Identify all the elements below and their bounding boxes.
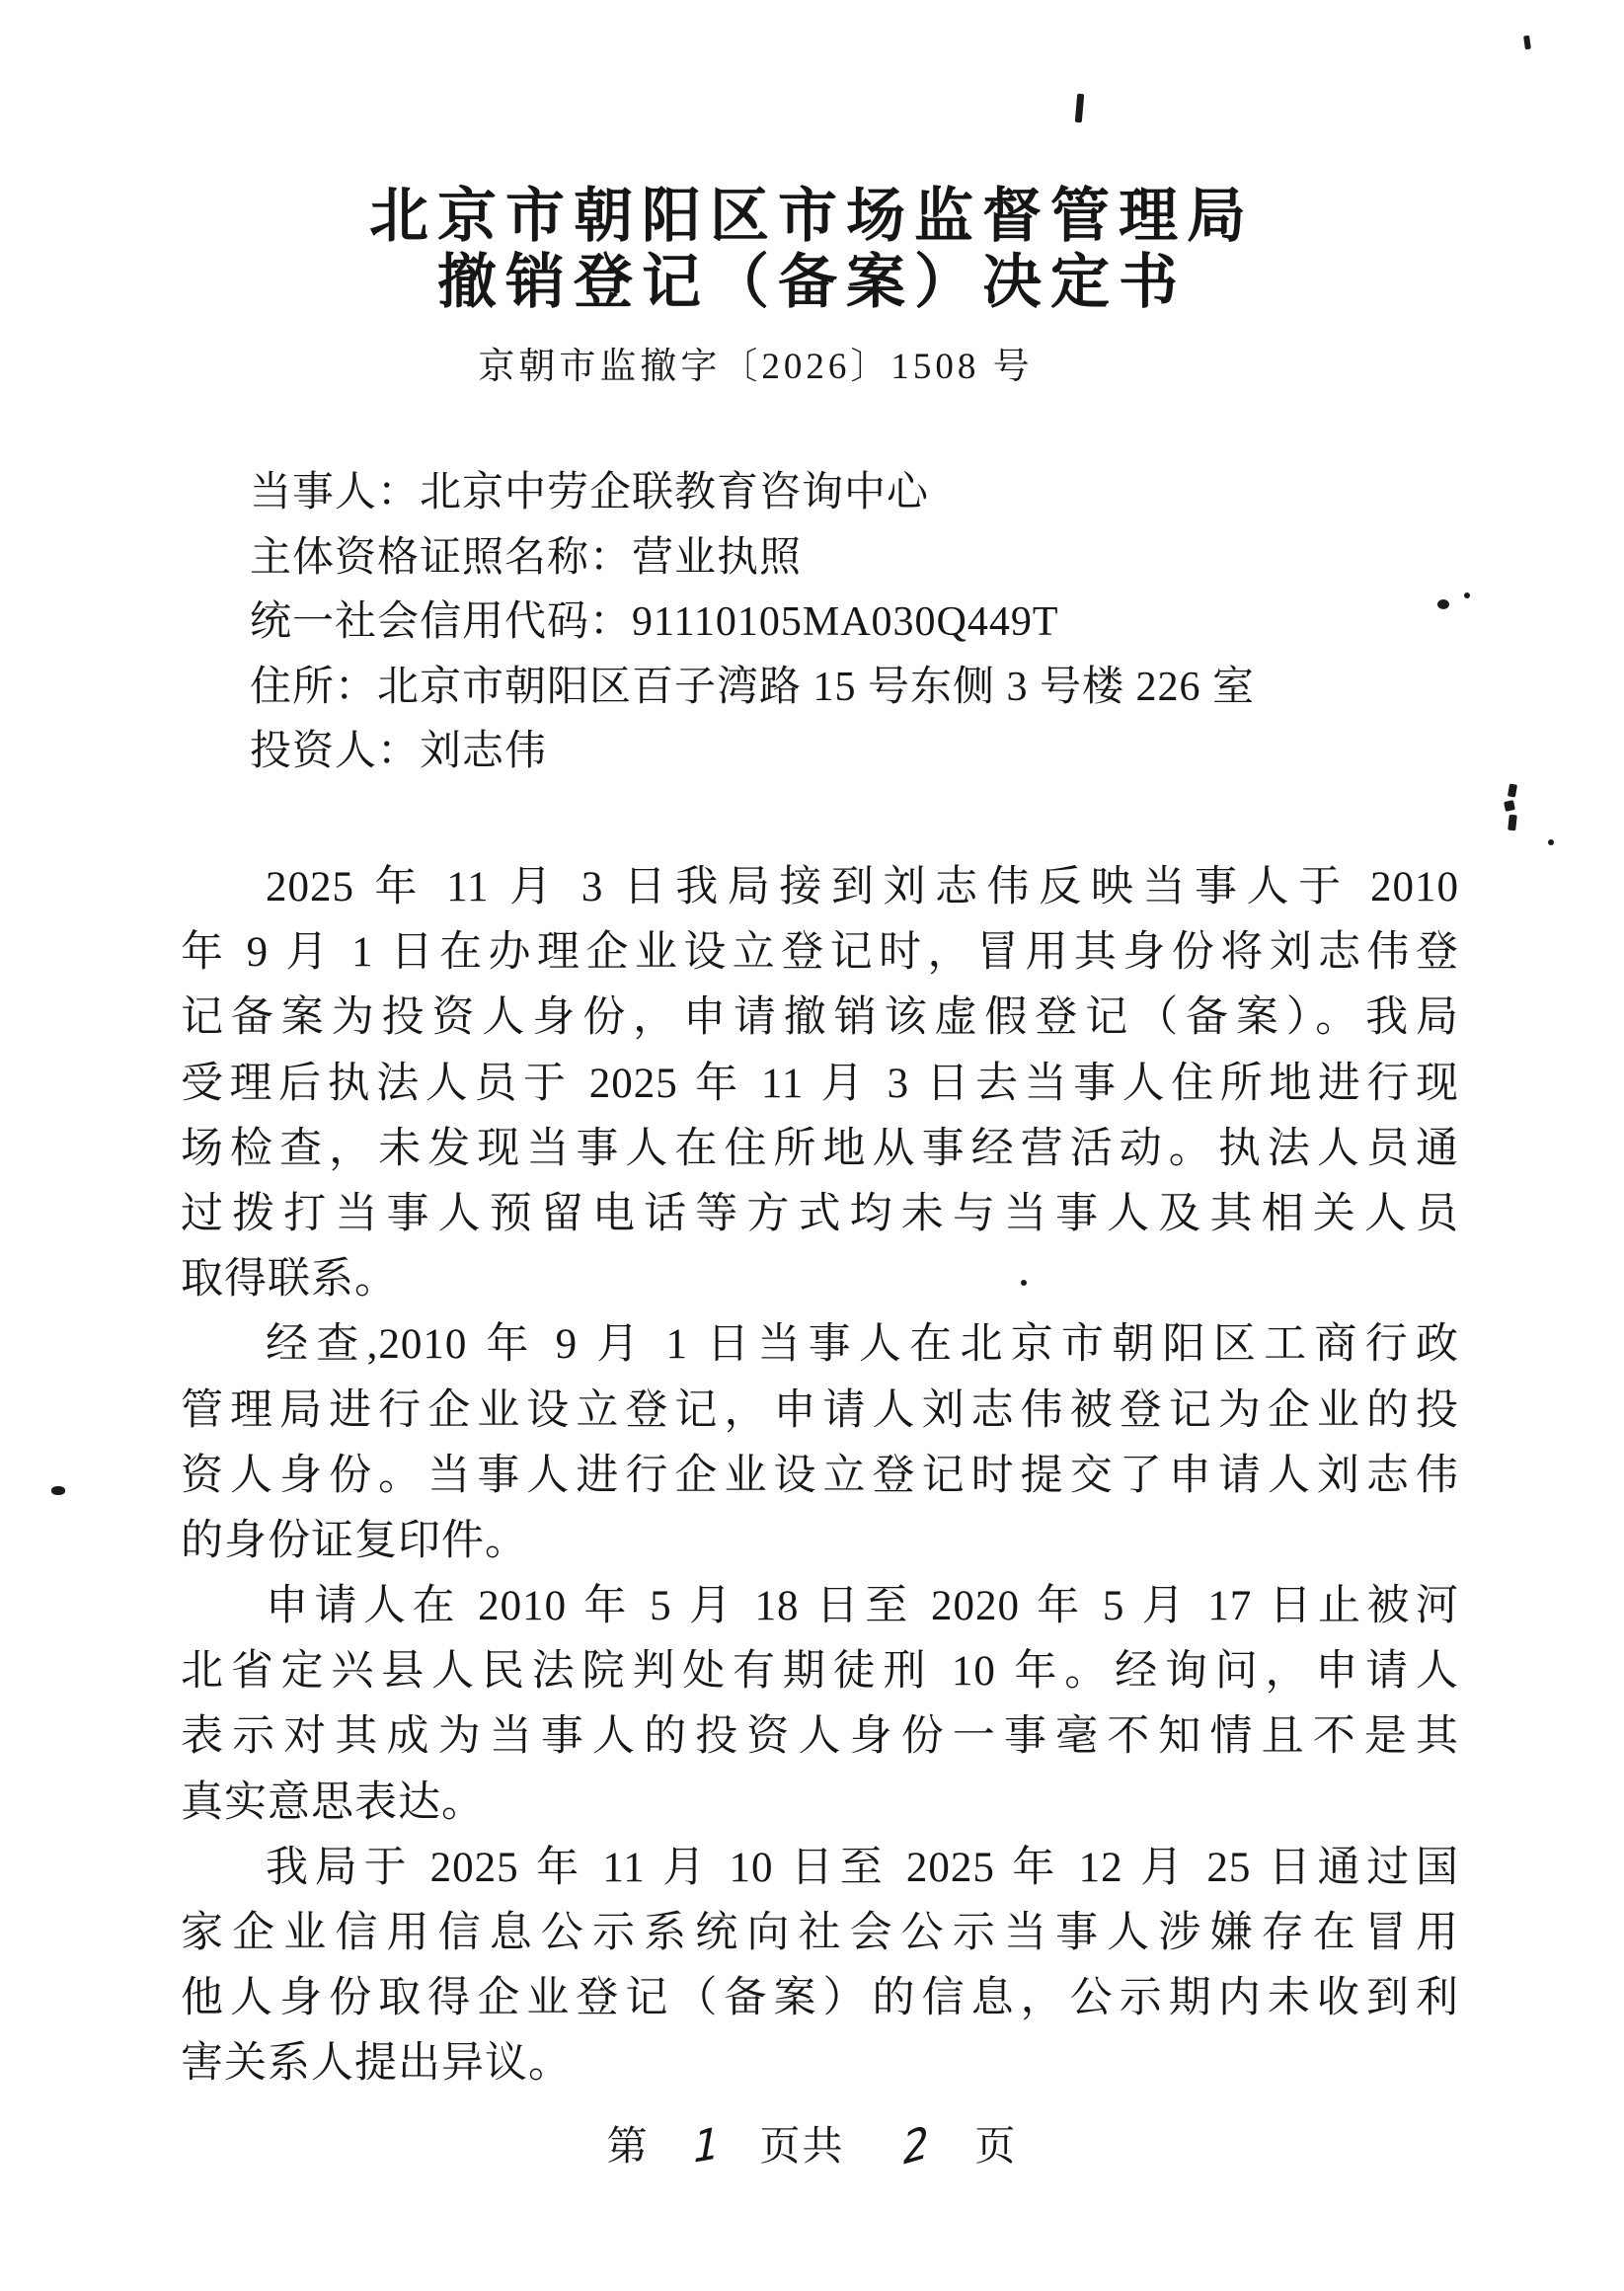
scan-noise-mark	[1437, 599, 1449, 609]
body-text-line: 经查,2010 年 9 月 1 日当事人在北京市朝阳区工商行政	[266, 1321, 1459, 1369]
info-line: 主体资格证照名称：营业执照	[250, 534, 803, 581]
scan-noise-mark	[1075, 94, 1085, 122]
info-line: 统一社会信用代码：91110105MA030Q449T	[250, 599, 1059, 645]
body-text-line: 北省定兴县人民法院判处有期徒刑 10 年。经询问，申请人	[181, 1648, 1459, 1696]
body-text-line: 表示对其成为当事人的投资人身份一事毫不知情且不是其	[181, 1713, 1459, 1761]
document-title-line2: 撤销登记（备案）决定书	[437, 250, 1187, 315]
scan-noise-mark	[1508, 783, 1517, 797]
party-info-block	[250, 461, 1255, 785]
body-text-line: 记备案为投资人身份，申请撤销该虚假登记（备案）。我局	[181, 994, 1459, 1042]
scan-noise-mark	[1523, 36, 1531, 50]
body-text-line: 过拨打当事人预留电话等方式均未与当事人及其相关人员	[181, 1190, 1459, 1237]
scan-noise-mark	[51, 1486, 65, 1495]
scan-noise-mark	[1504, 800, 1515, 812]
info-line: 投资人：刘志伟	[250, 729, 548, 774]
body-text-line: 管理局进行企业设立登记，申请人刘志伟被登记为企业的投	[181, 1386, 1459, 1434]
footer-page-total-handwritten: 2	[901, 2116, 932, 2175]
body-text-line: 我局于 2025 年 11 月 10 日至 2025 年 12 月 25 日通过国	[266, 1844, 1459, 1891]
document-title-line1: 北京市朝阳区市场监督管理局	[369, 184, 1255, 249]
footer-page-prefix: 第	[606, 2123, 650, 2169]
body-text-line: 受理后执法人员于 2025 年 11 月 3 日去当事人住所地进行现	[181, 1060, 1459, 1107]
body-text-line: 他人身份取得企业登记（备案）的信息，公示期内未收到利	[181, 1975, 1459, 2022]
body-text-line: 家企业信用信息公示系统向社会公示当事人涉嫌存在冒用	[181, 1910, 1459, 1956]
body-text-line: 2025 年 11 月 3 日我局接到刘志伟反映当事人于 2010	[266, 864, 1459, 910]
scan-noise-mark	[1464, 592, 1470, 598]
footer-page-suffix: 页	[974, 2123, 1018, 2169]
scan-noise-mark	[1021, 1280, 1027, 1286]
body-text-line: 真实意思表达。	[181, 1778, 485, 1826]
info-line: 住所：北京市朝阳区百子湾路 15 号东侧 3 号楼 226 室	[250, 664, 1256, 710]
body-text-line: 的身份证复印件。	[181, 1517, 528, 1564]
document-title	[0, 184, 1624, 316]
body-text-line: 年 9 月 1 日在办理企业设立登记时，冒用其身份将刘志伟登	[181, 929, 1459, 977]
decision-body-text	[181, 855, 1459, 2097]
info-line: 当事人：北京中劳企联教育咨询中心	[250, 470, 930, 515]
footer-page-middle: 页共	[759, 2123, 845, 2169]
footer-page-current-handwritten: 1	[693, 2118, 723, 2173]
body-text-line: 资人身份。当事人进行企业设立登记时提交了申请人刘志伟	[181, 1452, 1459, 1499]
scan-noise-mark	[1508, 815, 1517, 831]
scan-noise-mark	[1548, 839, 1554, 845]
page-footer	[0, 2113, 1624, 2175]
body-text-line: 申请人在 2010 年 5 月 18 日至 2020 年 5 月 17 日止被河	[266, 1583, 1459, 1630]
document-number: 京朝市监撤字〔2026〕1508 号	[478, 347, 1034, 387]
body-text-line: 取得联系。	[181, 1256, 398, 1304]
body-text-line: 场检查，未发现当事人在住所地从事经营活动。执法人员通	[181, 1125, 1459, 1172]
body-text-line: 害关系人提出异议。	[181, 2040, 572, 2088]
